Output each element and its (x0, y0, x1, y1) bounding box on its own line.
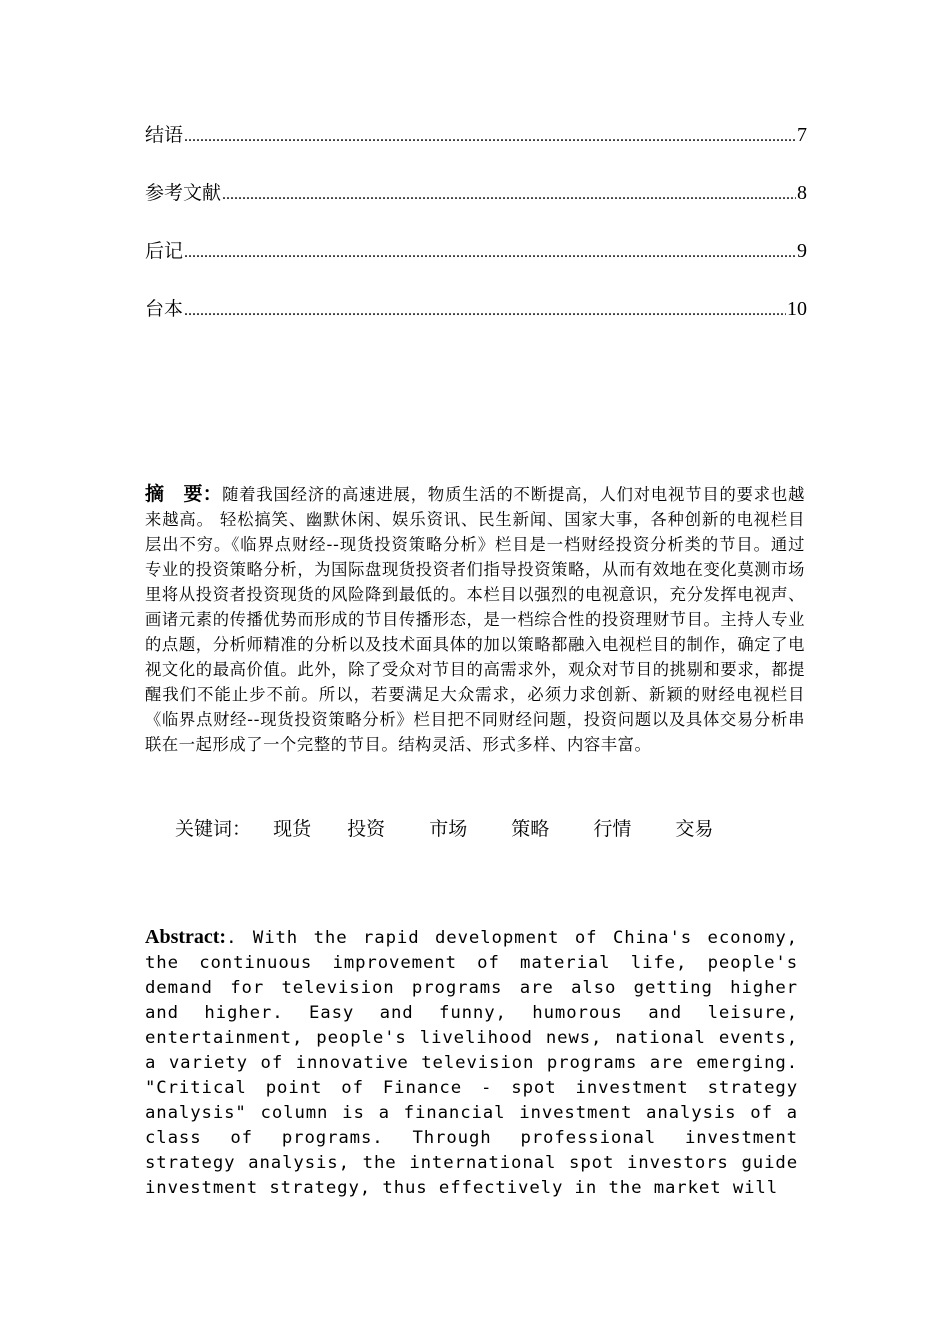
toc-entry-page: 8 (797, 182, 807, 204)
english-abstract (145, 925, 798, 1201)
keyword: 市场 (429, 818, 468, 840)
toc-entry[interactable] (145, 120, 807, 178)
chinese-abstract-text: 随着我国经济的高速进展，物质生活的不断提高，人们对电视节目的要求也越来越高。 轻松搞笑、幽默休闲、娱乐资讯、民生新闻、国家大事，各种创新的电视栏目层出不穷。《临界点财经--现货投资策略分析》栏目是一档财经投资分析类的节目。通过专业的投资策略分析，为国际盘现货投资者们指导投资策略，从而有效地在变化莫测市场里将从投资者投资现货的风险降到最低的。本栏目以强烈的电视意识，充分发挥电视声、画诸元素的传播优势而形成的节目传播形态，是一档综合性的投资理财节目。主持人专业的点题，分析师精准的分析以及技术面具体的加以策略都融入电视栏目的制作，确定了电视文化的最高价值。此外，除了受众对节目的高需求外，观众对节目的挑剔和要求，都提醒我们不能止步不前。所以，若要满足大众需求，必须力求创新、新颖的财经电视栏目《临界点财经--现货投资策略分析》栏目把不同财经问题，投资问题以及具体交易分析串联在一起形成了一个完整的节目。结构灵活、形式多样、内容丰富。 (145, 485, 805, 754)
chinese-abstract (145, 482, 805, 757)
toc-entry[interactable] (145, 236, 807, 294)
english-abstract-label: Abstract: (145, 926, 227, 948)
keywords (175, 814, 743, 844)
keyword: 投资 (347, 818, 386, 840)
toc-entry[interactable] (145, 294, 807, 352)
table-of-contents (145, 120, 807, 352)
toc-entry-title: 后记 (145, 240, 184, 262)
toc-entry-page: 10 (787, 298, 807, 320)
toc-leader-dots (184, 122, 796, 152)
toc-leader-dots (184, 296, 786, 326)
toc-leader-dots (184, 238, 796, 268)
toc-entry-page: 9 (797, 240, 807, 262)
keyword: 交易 (675, 818, 714, 840)
keyword: 现货 (273, 818, 312, 840)
toc-entry-page: 7 (797, 124, 807, 146)
keyword: 策略 (511, 818, 550, 840)
toc-entry-title: 台本 (145, 298, 184, 320)
english-abstract-text: . With the rapid development of China's economy, the continuous improvement of material life, people's demand for television programs are also getting higher and higher. Easy and funny, humorous and leisure, entertainment, people's livelihood news, national events, a variety of innovative television programs are emerging. "Critical point of Finance - spot investment strategy analysis" column is a financial investment analysis of a class of programs. Through professional investment strategy analysis, the international spot investors guide investment strategy, thus effectively in the market will (145, 928, 798, 1198)
toc-entry-title: 结语 (145, 124, 184, 146)
toc-entry[interactable] (145, 178, 807, 236)
toc-leader-dots (222, 180, 796, 210)
toc-entry-title: 参考文献 (145, 182, 222, 204)
chinese-abstract-label: 摘 要： (145, 483, 223, 505)
keyword: 行情 (593, 818, 632, 840)
keywords-label: 关键词： (175, 818, 252, 840)
